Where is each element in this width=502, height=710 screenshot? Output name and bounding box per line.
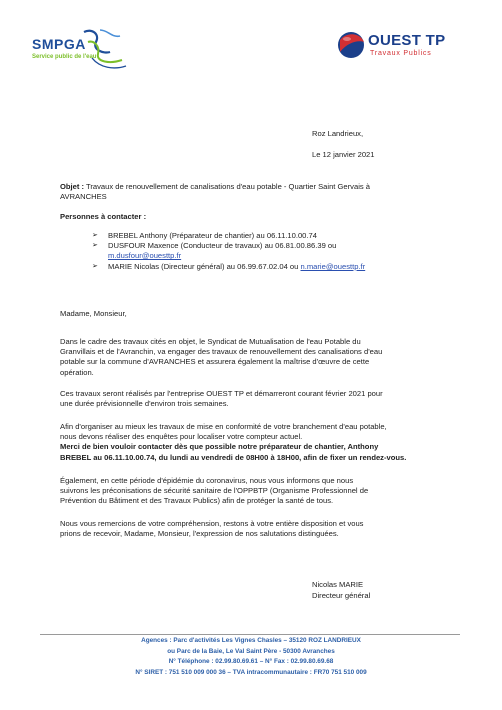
paragraph-3 xyxy=(60,422,480,463)
paragraph-2 xyxy=(60,389,470,409)
smpga-logo-tagline: Service public de l'eau xyxy=(32,54,97,60)
smpga-logo-name: SMPGA xyxy=(32,36,86,52)
contact-email-link[interactable]: n.marie@ouesttp.fr xyxy=(300,261,366,271)
contact-item xyxy=(92,262,452,272)
paragraph-line-bold: Merci de bien vouloir contacter dès que possible notre préparateur de chantier, Anthony xyxy=(60,442,379,452)
object-line-1: Travaux de renouvellement de canalisations d'eau potable - Quartier Saint Gervais à xyxy=(86,182,371,191)
letter-date: Le 12 janvier 2021 xyxy=(312,150,375,159)
contact-text: MARIE Nicolas (Directeur général) au 06.99.67.02.04 ou xyxy=(108,261,299,271)
salutation: Madame, Monsieur, xyxy=(60,309,127,318)
paragraph-line: Granvillais et de l'Avranchin, va engager des travaux de renouvellement des canalisations d'eau xyxy=(60,347,383,357)
ouest-tp-logo-tagline: Travaux Publics xyxy=(370,50,432,57)
paragraph-line: Ces travaux seront réalisés par l'entreprise OUEST TP et démarreront courant février 2021 pour xyxy=(60,389,383,398)
paragraph-line: Prévention du Bâtiment et des Travaux Publics) afin de protéger la santé de tous. xyxy=(60,496,334,506)
contact-item xyxy=(92,231,452,241)
paragraph-line: Afin d'organiser au mieux les travaux de mise en conformité de votre branchement d'eau potable, xyxy=(60,422,387,431)
paragraph-5 xyxy=(60,519,470,539)
paragraph-line: suivrons les préconisations de sécurité sanitaire de l'OPPBTP (Organisme Professionnel de xyxy=(60,486,369,496)
footer xyxy=(0,636,502,678)
footer-line: N° Téléphone : 02.99.80.69.61 – N° Fax : 02.99.80.69.68 xyxy=(168,658,334,666)
paragraph-line-bold: BREBEL au 06.11.10.00.74, du lundi au vendredi de 08H00 à 18H00, afin de fixer un rendez-vous. xyxy=(60,452,407,462)
paragraph-line: opération. xyxy=(60,367,94,377)
letter-object xyxy=(60,182,460,202)
contacts-list xyxy=(92,231,452,272)
footer-line: N° SIRET : 751 510 009 000 36 – TVA intracommunautaire : FR70 751 510 009 xyxy=(135,668,367,676)
paragraph-line: Nous vous remercions de votre compréhension, restons à votre entière disposition et vous xyxy=(60,519,364,528)
contact-email-link[interactable]: m.dusfour@ouesttp.fr xyxy=(108,251,182,261)
paragraph-line: Dans le cadre des travaux cités en objet, le Syndicat de Mutualisation de l'eau Potable du xyxy=(60,337,361,346)
contact-text: DUSFOUR Maxence (Conducteur de travaux) au 06.81.00.86.39 ou xyxy=(108,241,337,251)
signature-title: Directeur général xyxy=(312,591,371,600)
paragraph-line: Également, en cette période d'épidémie du coronavirus, nous vous informons que nous xyxy=(60,476,354,485)
paragraph-line: prions de recevoir, Madame, Monsieur, l'expression de nos salutations distinguées. xyxy=(60,529,339,539)
contact-item xyxy=(92,241,452,261)
signature-name: Nicolas MARIE xyxy=(312,580,364,589)
paragraph-line: nous devons réaliser des enquêtes pour localiser votre compteur actuel. xyxy=(60,432,303,442)
paragraph-line: potable sur la commune d'AVRANCHES et assurera également la maîtrise d'œuvre de cette xyxy=(60,357,370,367)
footer-line: ou Parc de la Baie, Le Val Saint Père - 50300 Avranches xyxy=(167,647,335,655)
ouest-tp-logo-name: OUEST TP xyxy=(368,32,446,49)
ouest-tp-globe-icon xyxy=(336,30,366,60)
object-line-2: AVRANCHES xyxy=(60,192,107,202)
ouest-tp-logo xyxy=(332,28,482,74)
footer-divider xyxy=(40,634,460,635)
contact-text: BREBEL Anthony (Préparateur de chantier) au 06.11.10.00.74 xyxy=(108,231,317,240)
footer-line: Agences : Parc d'activités Les Vignes Chasles – 35120 ROZ LANDRIEUX xyxy=(141,637,361,644)
paragraph-4 xyxy=(60,476,470,507)
paragraph-line: une durée prévisionnelle d'environ trois semaines. xyxy=(60,399,229,409)
smpga-logo xyxy=(30,24,130,76)
paragraph-1 xyxy=(60,337,470,378)
letter-place: Roz Landrieux, xyxy=(312,129,364,138)
contacts-heading: Personnes à contacter : xyxy=(60,212,147,221)
object-label: Objet : xyxy=(60,182,85,191)
